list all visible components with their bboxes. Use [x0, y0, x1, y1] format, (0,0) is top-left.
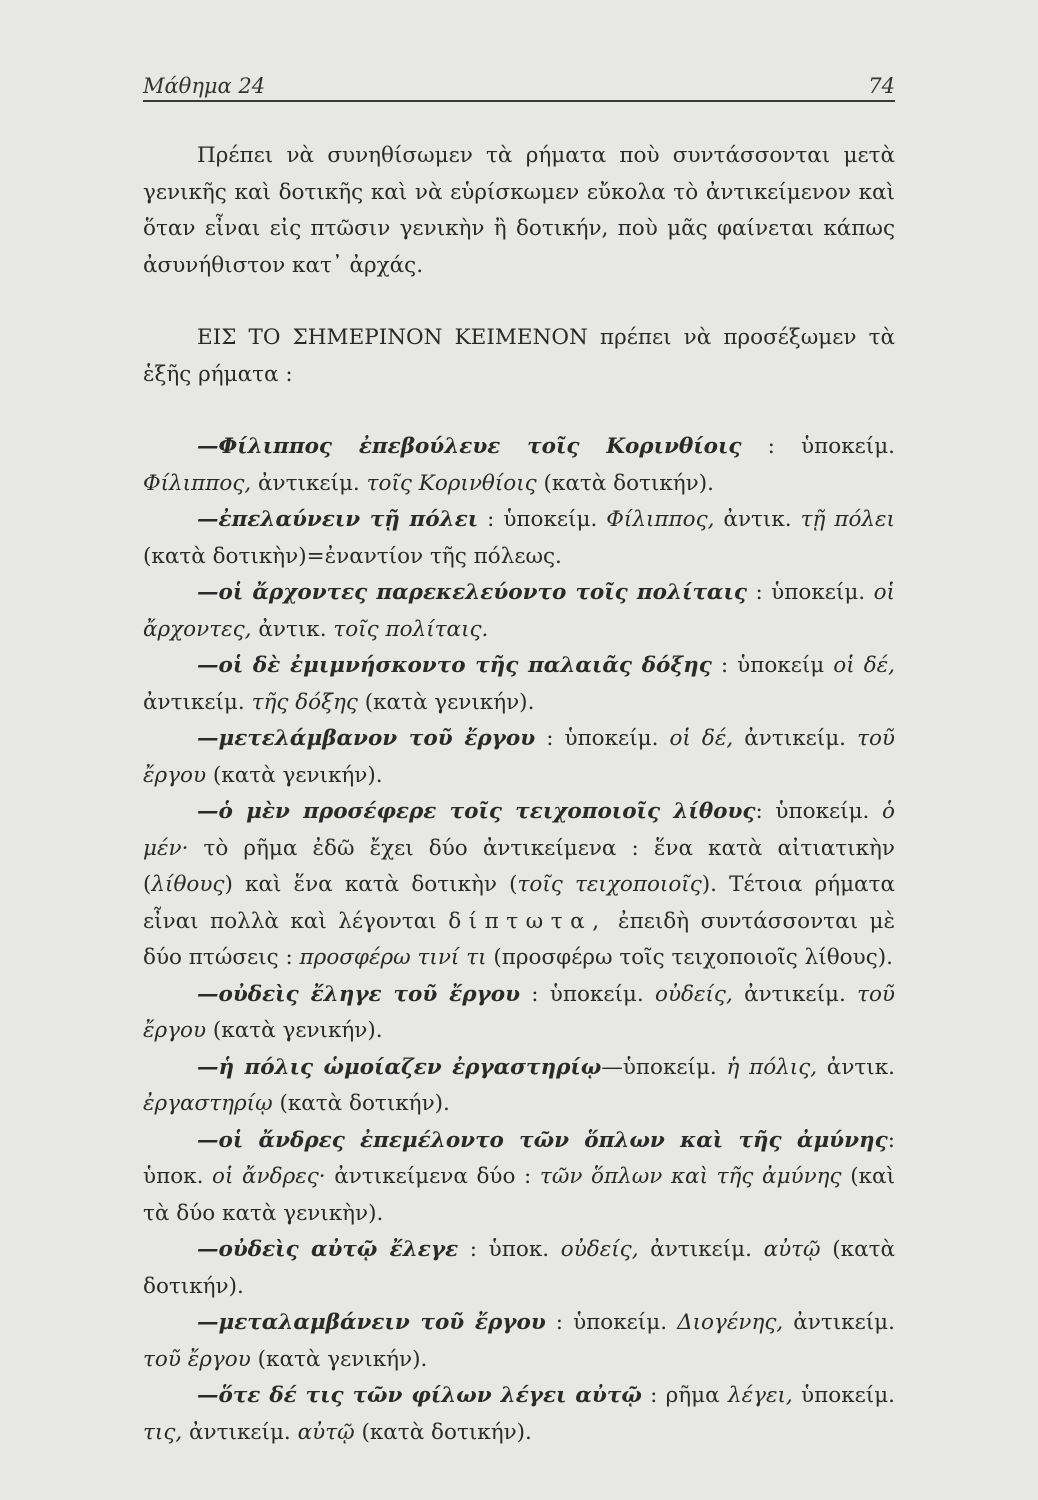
entry-phrase: —Φίλιππος ἐπεβούλευε τοῖς Κορινθίοις [197, 434, 742, 459]
entry-phrase: —οὐδεὶς ἔληγε τοῦ ἔργου [197, 981, 520, 1007]
entry-paragraph: —οὐδεὶς ἔληγε τοῦ ἔργου : ὑποκείμ. οὐδείς, ἀντικείμ. τοῦ ἔργου (κατὰ γενικήν). [143, 981, 895, 1043]
section-paragraph [143, 320, 895, 393]
entry-paragraph: —ἐπελαύνειν τῇ πόλει : ὑποκείμ. Φίλιππος, ἀντικ. τῇ πόλει (κατὰ δοτικὴν)=ἐναντίον τῆς πόλεως. [143, 507, 895, 569]
entry-phrase: —οἱ δὲ ἐμιμνήσκοντο τῆς παλαιᾶς δόξης [197, 653, 712, 678]
entry-paragraph: —οἱ δὲ ἐμιμνήσκοντο τῆς παλαιᾶς δόξης : ὑποκείμ οἱ δέ, ἀντικείμ. τῆς δόξης (κατὰ γενικήν). [143, 653, 896, 715]
entry-phrase: —ἡ πόλις ὡμοίαζεν ἐργαστηρίῳ [197, 1054, 602, 1080]
entry-paragraph: —ὅτε δέ τις τῶν φίλων λέγει αὐτῷ : ρῆμα λέγει, ὑποκείμ. τις, ἀντικείμ. αὐτῷ (κατὰ δοτικήν). [143, 1383, 896, 1445]
spaced-term: δίπτωτα, [448, 908, 607, 934]
entry-paragraph: —ἡ πόλις ὡμοίαζεν ἐργαστηρίῳ—ὑποκείμ. ἡ πόλις, ἀντικ. ἐργαστηρίῳ (κατὰ δοτικήν). [143, 1054, 895, 1116]
entry-paragraph: —οἱ ἄνδρες ἐπεμέλοντο τῶν ὅπλων καὶ τῆς ἀμύνης: ὑποκ. οἱ ἄνδρες· ἀντικείμενα δύο : τῶν ὅπλων καὶ τῆς ἀμύνης (καὶ τὰ δύο κατὰ γενικὴν). [143, 1127, 895, 1226]
entry-phrase: —οἱ ἄνδρες ἐπεμέλοντο τῶν ὅπλων καὶ τῆς ἀμύνης [197, 1127, 888, 1153]
entry-phrase: —μεταλαμβάνειν τοῦ ἔργου [197, 1310, 546, 1335]
entry-paragraph: —μετελάμβανον τοῦ ἔργου : ὑποκείμ. οἱ δέ, ἀντικείμ. τοῦ ἔργου (κατὰ γενικήν). [143, 726, 895, 788]
intro-paragraph: Πρέπει νὰ συνηθίσωμεν τὰ ρήματα ποὺ συντάσσονται μετὰ γενικῆς καὶ δοτικῆς καὶ νὰ εὑρίσκωμεν εὔκολα τὸ ἀντικείμενον καὶ ὅταν εἶναι εἰς πτῶσιν γενικὴν ἢ δοτικήν, ποὺ μᾶς φαίνεται κάπως ἀσυνήθιστον κατ᾽ ἀρχάς. [143, 143, 895, 278]
entry-phrase: —οὐδεὶς αὐτῷ ἔλεγε [197, 1237, 459, 1262]
entry-phrase: —ὁ μὲν προσέφερε τοῖς τειχοποιοῖς λίθους [197, 799, 756, 824]
entry-phrase: —ὅτε δέ τις τῶν φίλων λέγει αὐτῷ [197, 1383, 642, 1408]
page-number: 74 [868, 74, 895, 98]
running-header [143, 74, 895, 98]
header-rule [143, 100, 895, 102]
lesson-title: Μάθημα 24 [143, 74, 266, 98]
entry-phrase: —οἱ ἄρχοντες παρεκελεύοντο τοῖς πολίταις [197, 580, 747, 605]
entry-phrase: —μετελάμβανον τοῦ ἔργου [197, 726, 536, 751]
entry-paragraph: —μεταλαμβάνειν τοῦ ἔργου : ὑποκείμ. Διογένης, ἀντικείμ. τοῦ ἔργου (κατὰ γενικήν). [143, 1310, 895, 1372]
page-body [143, 138, 895, 1451]
entry-phrase: —ἐπελαύνειν τῇ πόλει [197, 507, 479, 532]
entry-paragraph: —οὐδεὶς αὐτῷ ἔλεγε : ὑποκ. οὐδείς, ἀντικείμ. αὐτῷ (κατὰ δοτικήν). [143, 1237, 895, 1299]
section-heading: ΕΙΣ ΤΟ ΣΗΜΕΡΙΝΟΝ ΚΕΙΜΕΝΟΝ [197, 325, 588, 350]
section-rest: πρέπει νὰ προσέξωμεν τὰ ἑξῆς ρήματα : [143, 325, 895, 387]
entry-paragraph: —οἱ ἄρχοντες παρεκελεύοντο τοῖς πολίταις : ὑποκείμ. οἱ ἄρχοντες, ἀντικ. τοῖς πολίταις. [143, 580, 895, 642]
entry-paragraph: —ὁ μὲν προσέφερε τοῖς τειχοποιοῖς λίθους: ὑποκείμ. ὁ μέν· τὸ ρῆμα ἐδῶ ἔχει δύο ἀντικείμενα : ἕνα κατὰ αἰτιατικὴν (λίθους) καὶ ἕνα κατὰ δοτικὴν (τοῖς τειχοποιοῖς). Τέτοια ρήματα εἶναι πολλὰ καὶ λέγονται δίπτωτα, ἐπειδὴ συντάσσονται μὲ δύο πτώσεις : προσφέρω τινί τι (προσφέρω τοῖς τειχοποιοῖς λίθους). [143, 799, 896, 970]
entry-paragraph: —Φίλιππος ἐπεβούλευε τοῖς Κορινθίοις : ὑποκείμ. Φίλιππος, ἀντικείμ. τοῖς Κορινθίοις (κατὰ δοτικήν). [143, 434, 896, 496]
